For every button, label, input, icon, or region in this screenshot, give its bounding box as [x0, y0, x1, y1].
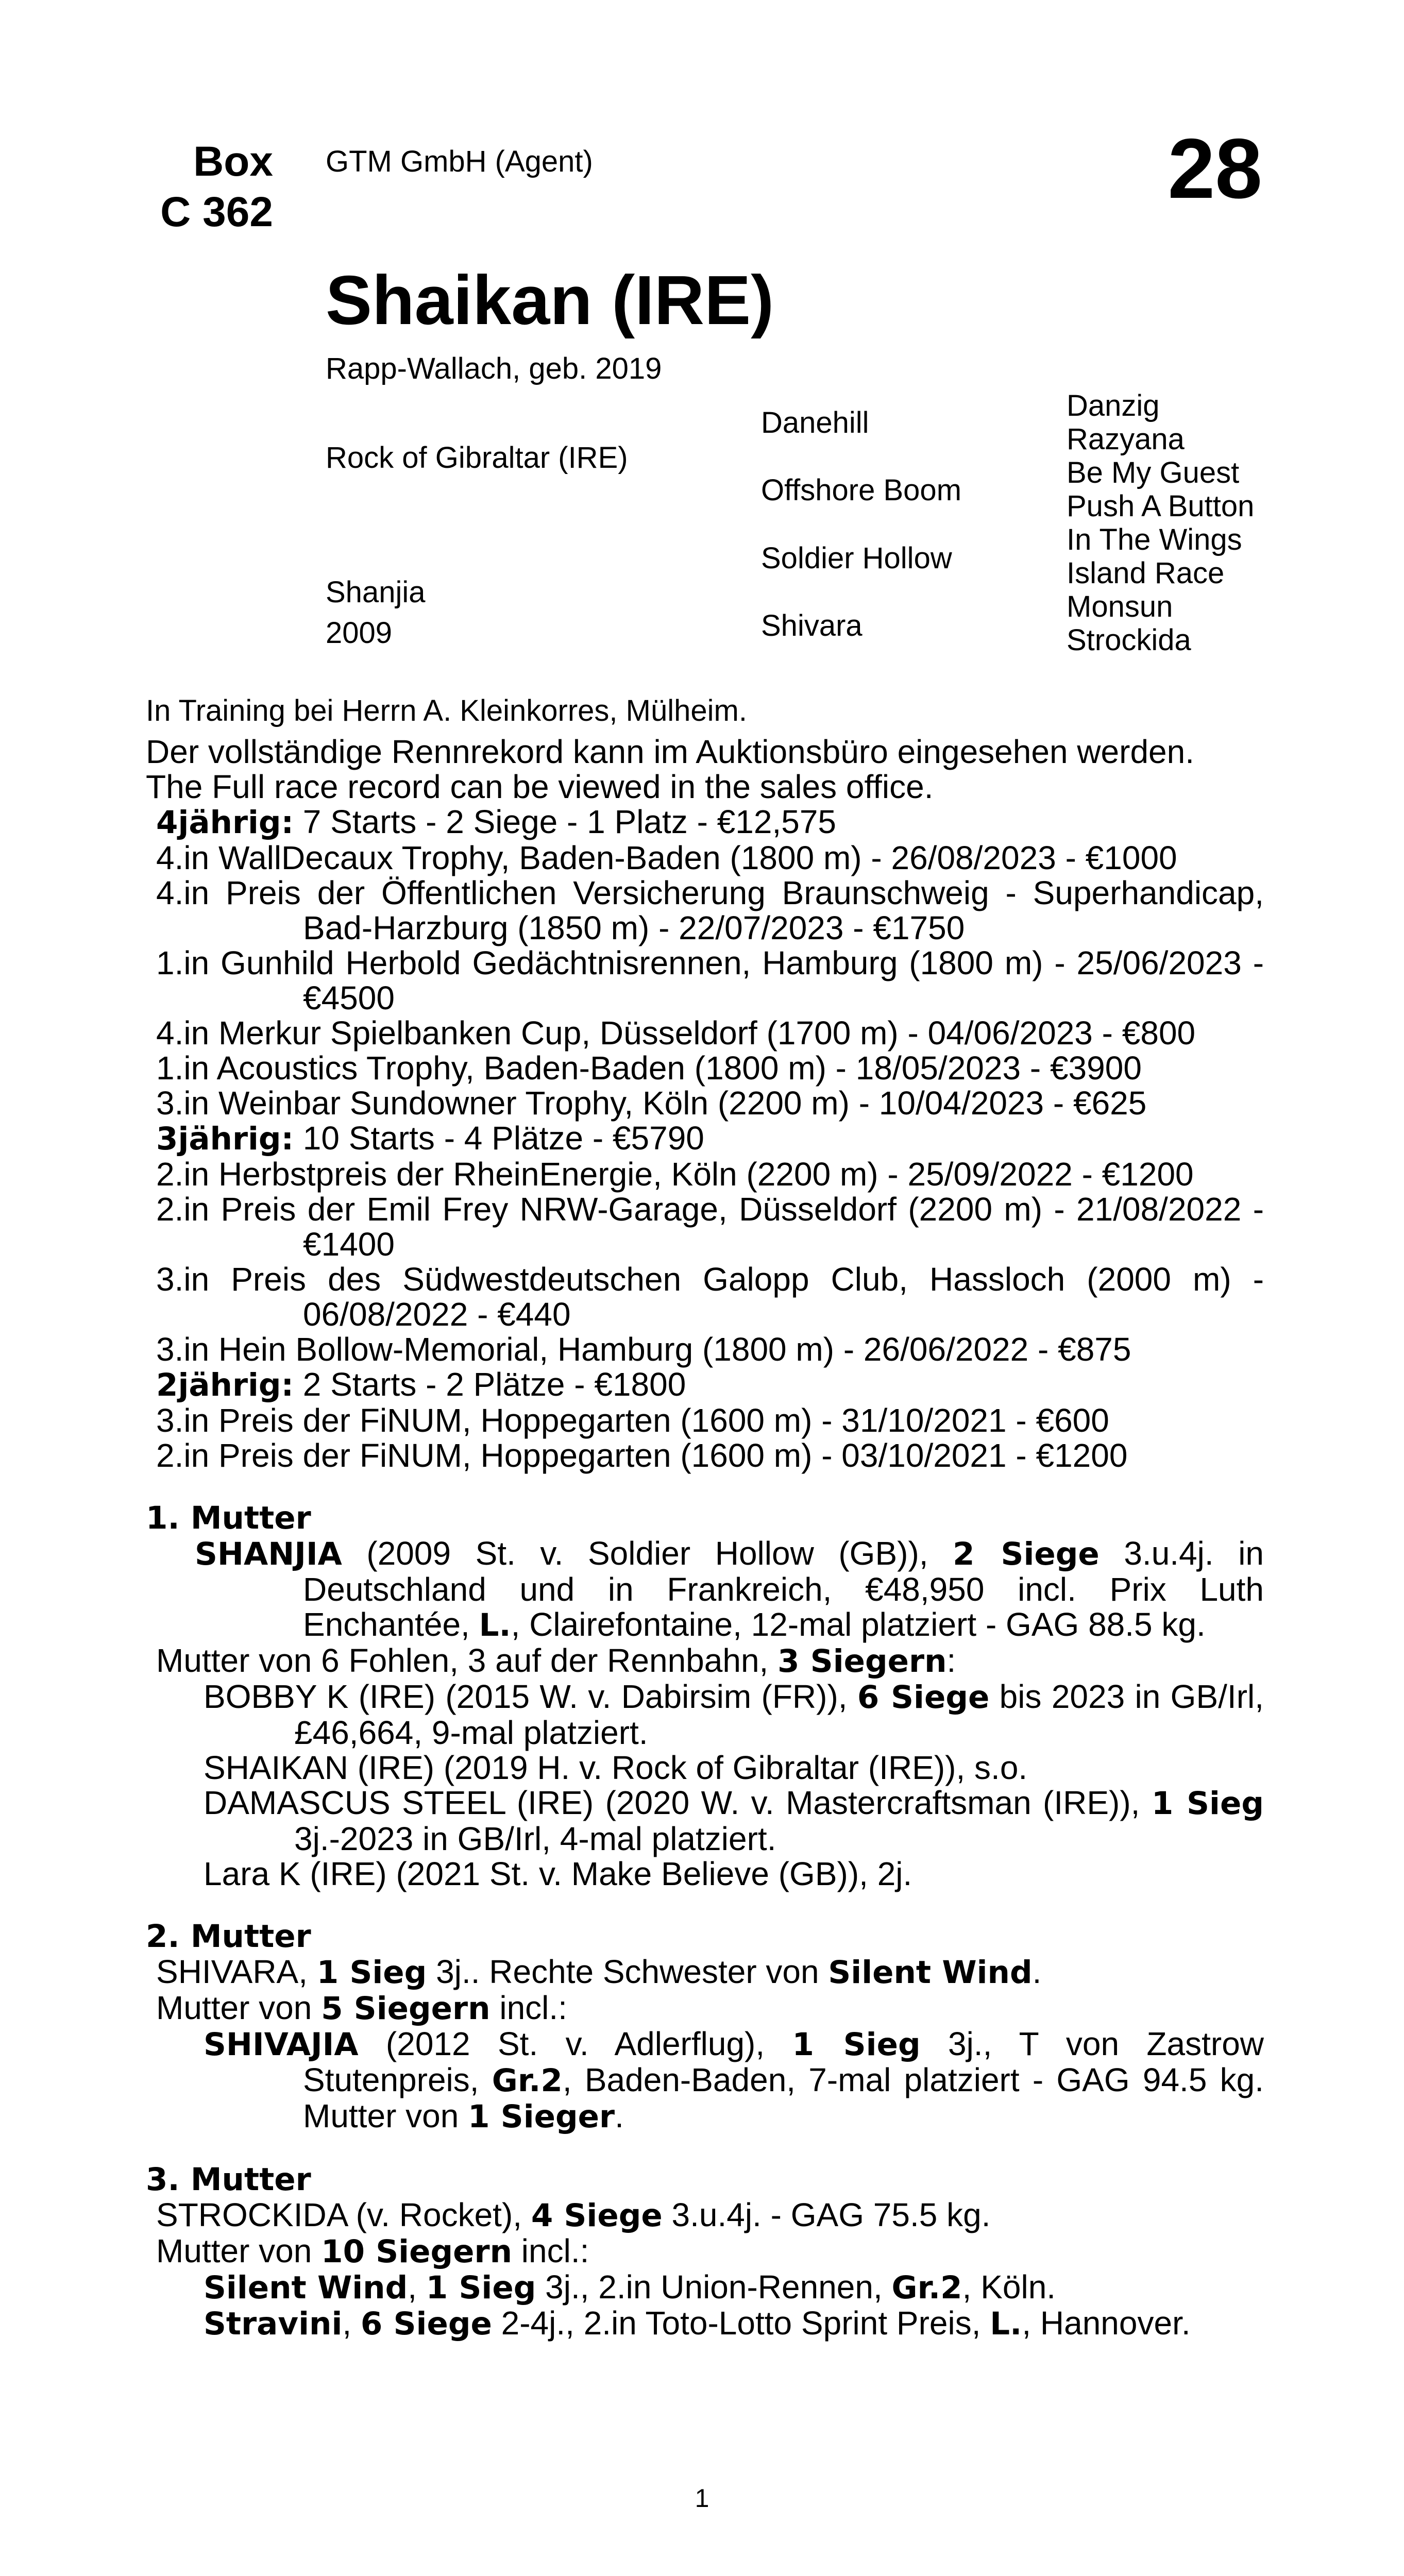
offspring-name: Silent Wind	[204, 2269, 408, 2306]
horse-description: Rapp-Wallach, geb. 2019	[326, 352, 662, 385]
race-entry: 3.in Weinbar Sundowner Trophy, Köln (2200 m) - 10/04/2023 - €625	[156, 1084, 1147, 1122]
offspring-wins: 6 Siege	[857, 1679, 990, 1716]
record-4yo-heading: 4jährig:	[156, 804, 294, 841]
offspring-text: , Hannover.	[1022, 2304, 1191, 2342]
dam2-text: 3j.. Rechte Schwester von	[427, 1953, 828, 1990]
dam3-produce-text: incl.:	[512, 2232, 589, 2269]
dam1-summary	[146, 1536, 1264, 1643]
dam3-wins: 4 Siege	[531, 2197, 663, 2234]
offspring-name: Stravini	[204, 2306, 343, 2342]
dam1-heading: 1. Mutter	[146, 1500, 311, 1536]
dam2-winners: 5 Siegern	[321, 1990, 490, 2027]
offspring-grade: Gr.2	[492, 2062, 563, 2099]
pedigree-ggp-5: In The Wings	[1067, 523, 1242, 556]
dam2-text: SHIVARA,	[156, 1953, 317, 1990]
offspring-winners: 1 Sieger	[468, 2098, 615, 2135]
offspring-wins: 1 Sieg	[792, 2026, 921, 2063]
record-note-en: The Full race record can be viewed in the sales office.	[146, 768, 934, 805]
dam1-produce-text: Mutter von 6 Fohlen, 3 auf der Rennbahn,	[156, 1642, 778, 1679]
dam3-text: 3.u.4j. - GAG 75.5 kg.	[662, 2196, 991, 2233]
race-entry: 2.in Herbstpreis der RheinEnergie, Köln (2200 m) - 25/09/2022 - €1200	[156, 1156, 1194, 1193]
dam1-offspring: Lara K (IRE) (2021 St. v. Make Believe (GB)), 2j.	[204, 1855, 912, 1892]
race-record-content	[146, 734, 1264, 2342]
race-entry: 4.in WallDecaux Trophy, Baden-Baden (1800 m) - 26/08/2023 - €1000	[156, 839, 1177, 876]
dam1-produce-text: :	[946, 1642, 956, 1679]
pedigree-ggp-4: Push A Button	[1067, 489, 1255, 523]
pedigree-sire: Rock of Gibraltar (IRE)	[326, 441, 628, 474]
offspring-text: 2-4j., 2.in Toto-Lotto Sprint Preis,	[492, 2304, 990, 2342]
dam2-summary	[146, 1954, 1264, 1990]
dam3-offspring	[146, 2306, 1264, 2342]
record-4yo-stats: 7 Starts - 2 Siege - 1 Platz - €12,575	[294, 803, 836, 840]
dam2-produce-text: incl.:	[490, 1989, 567, 2026]
pedigree-grandsire-paternal: Danehill	[761, 406, 869, 439]
record-2yo-summary	[146, 1367, 1264, 1403]
race-entry: 1.in Acoustics Trophy, Baden-Baden (1800 m) - 18/05/2023 - €3900	[156, 1049, 1142, 1087]
dam3-winners: 10 Siegern	[321, 2233, 513, 2270]
dam2-wins: 1 Sieg	[316, 1954, 427, 1991]
record-note-de: Der vollständige Rennrekord kann im Auktionsbüro eingesehen werden.	[146, 733, 1194, 770]
pedigree-grandsire-maternal: Soldier Hollow	[761, 541, 952, 575]
dam2-offspring	[146, 2026, 1264, 2134]
dam3-heading: 3. Mutter	[146, 2161, 311, 2198]
dam1-text: , Clairefontaine, 12-mal platziert - GAG 88.5 kg.	[511, 1606, 1206, 1643]
pedigree-granddam-maternal: Shivara	[761, 609, 862, 642]
dam3-offspring	[146, 2269, 1264, 2306]
pedigree-ggp-2: Razyana	[1067, 422, 1185, 456]
race-entry: 1.in Gunhild Herbold Gedächtnisrennen, Hamburg (1800 m) - 25/06/2023 - €4500	[156, 944, 1264, 1016]
record-4yo-summary	[146, 804, 1264, 840]
offspring-name: SHIVAJIA	[204, 2026, 359, 2063]
race-entry: 2.in Preis der FiNUM, Hoppegarten (1600 m) - 03/10/2021 - €1200	[156, 1437, 1128, 1474]
offspring-text: 3j., T von Zastrow Stutenpreis,	[303, 2025, 1264, 2098]
dam1-text: (2009 St. v. Soldier Hollow (GB)),	[342, 1535, 953, 1572]
record-2yo-heading: 2jährig:	[156, 1367, 294, 1403]
box-label	[134, 137, 273, 238]
horse-name: Shaikan (IRE)	[326, 261, 774, 339]
offspring-text: (2012 St. v. Adlerflug),	[358, 2025, 792, 2062]
pedigree-ggp-7: Monsun	[1067, 590, 1173, 623]
dam3-text: STROCKIDA (v. Rocket),	[156, 2196, 531, 2233]
race-entry: 3.in Preis der FiNUM, Hoppegarten (1600 m) - 31/10/2021 - €600	[156, 1402, 1109, 1439]
record-3yo-stats: 10 Starts - 4 Plätze - €5790	[294, 1120, 704, 1157]
offspring-wins: 6 Siege	[360, 2306, 492, 2342]
dam1-name: SHANJIA	[195, 1536, 342, 1572]
dam1-offspring	[146, 1679, 1264, 1750]
pedigree-ggp-1: Danzig	[1067, 389, 1160, 422]
race-entry: 4.in Merkur Spielbanken Cup, Düsseldorf (1700 m) - 04/06/2023 - €800	[156, 1014, 1196, 1052]
offspring-text: bis 2023 in GB/Irl, £46,664, 9-mal platziert.	[294, 1678, 1264, 1751]
offspring-text: ,	[408, 2268, 426, 2306]
offspring-text: BOBBY K (IRE) (2015 W. v. Dabirsim (FR)),	[204, 1678, 857, 1715]
dam1-text: 3.u.4j. in Deutschland und in Frankreich, €48,950 incl. Prix Luth Enchantée,	[303, 1535, 1264, 1643]
dam1-grade: L.	[479, 1607, 511, 1643]
dam3-produce-text: Mutter von	[156, 2232, 322, 2269]
offspring-text: ,	[342, 2304, 361, 2342]
dam2-sibling: Silent Wind	[828, 1954, 1033, 1991]
box-title: Box	[193, 138, 273, 185]
dam1-wins: 2 Siege	[953, 1536, 1099, 1572]
offspring-text: 3j., 2.in Union-Rennen,	[536, 2268, 892, 2306]
offspring-grade: Gr.2	[891, 2269, 962, 2306]
dam2-text: .	[1032, 1953, 1042, 1990]
race-entry: 2.in Preis der Emil Frey NRW-Garage, Düsseldorf (2200 m) - 21/08/2022 - €1400	[156, 1191, 1264, 1263]
dam2-produce	[146, 1990, 1264, 2026]
agent-name: GTM GmbH (Agent)	[326, 145, 593, 178]
dam3-produce	[146, 2233, 1264, 2269]
offspring-text: , Baden-Baden, 7-mal platziert - GAG 94.5 kg. Mutter von	[303, 2061, 1264, 2134]
box-number: C 362	[160, 189, 273, 235]
offspring-wins: 1 Sieg	[1151, 1785, 1264, 1822]
dam1-produce	[146, 1643, 1264, 1679]
dam2-produce-text: Mutter von	[156, 1989, 322, 2026]
pedigree-granddam-paternal: Offshore Boom	[761, 473, 962, 507]
offspring-text: .	[615, 2097, 624, 2134]
offspring-text: , Köln.	[962, 2268, 1056, 2306]
dam2-heading: 2. Mutter	[146, 1918, 311, 1955]
dam1-offspring: SHAIKAN (IRE) (2019 H. v. Rock of Gibraltar (IRE)), s.o.	[204, 1749, 1028, 1786]
training-note: In Training bei Herrn A. Kleinkorres, Mülheim.	[146, 694, 747, 727]
offspring-text: 3j.-2023 in GB/Irl, 4-mal platziert.	[294, 1820, 776, 1857]
record-2yo-stats: 2 Starts - 2 Plätze - €1800	[294, 1366, 686, 1403]
record-3yo-summary	[146, 1121, 1264, 1157]
dam1-winners: 3 Siegern	[777, 1643, 947, 1680]
lot-number: 28	[1168, 121, 1262, 216]
pedigree-ggp-6: Island Race	[1067, 556, 1225, 590]
offspring-grade: L.	[990, 2306, 1022, 2342]
pedigree-ggp-3: Be My Guest	[1067, 456, 1240, 489]
page-number: 1	[695, 2484, 709, 2513]
offspring-text: DAMASCUS STEEL (IRE) (2020 W. v. Mastercraftsman (IRE)),	[204, 1784, 1152, 1821]
dam3-summary	[146, 2197, 1264, 2233]
race-entry: 3.in Hein Bollow-Memorial, Hamburg (1800 m) - 26/06/2022 - €875	[156, 1331, 1131, 1368]
pedigree-dam-year: 2009	[326, 616, 393, 650]
race-entry: 3.in Preis des Südwestdeutschen Galopp Club, Hassloch (2000 m) - 06/08/2022 - €440	[156, 1261, 1264, 1333]
record-3yo-heading: 3jährig:	[156, 1121, 294, 1157]
offspring-wins: 1 Sieg	[426, 2269, 536, 2306]
pedigree-ggp-8: Strockida	[1067, 623, 1191, 657]
pedigree-dam: Shanjia	[326, 575, 426, 609]
race-entry: 4.in Preis der Öffentlichen Versicherung Braunschweig - Superhandicap, Bad-Harzburg (1850 m) - 22/07/2023 - €1750	[156, 874, 1264, 946]
dam1-offspring	[146, 1785, 1264, 1856]
